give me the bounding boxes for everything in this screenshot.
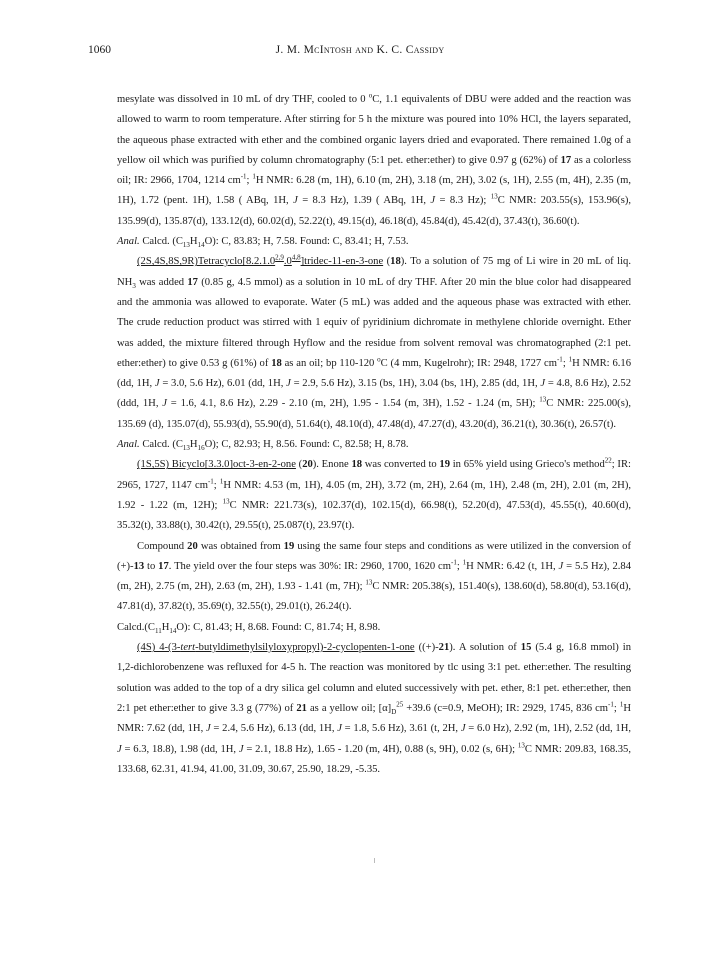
compound-number: 18 xyxy=(390,256,401,268)
compound-number: 13 xyxy=(133,560,145,572)
text-run: Anal. xyxy=(117,439,140,451)
text-run: was obtained from xyxy=(197,540,284,552)
text-run: 22 xyxy=(604,456,612,465)
text-run: = 1.8, 5.6 Hz), 3.61 (t, 2H, xyxy=(341,723,461,735)
text-run: Anal. xyxy=(117,236,140,248)
text-run: H xyxy=(189,236,198,248)
text-run: as a yellow oil; [α] xyxy=(306,702,392,714)
text-run: 1 xyxy=(462,558,467,567)
text-run: C NMR: 205.38(s), 151.40(s), 138.60(d), 58.80(d), 53.16(d), 47.81(d), 37.82(t), 35.69(t), 32.55(t), 29.01(t), 26.24(t). xyxy=(117,581,631,613)
compound-name: (4S) 4-(3- xyxy=(137,642,181,654)
text-run: as an oil; bp 110-120 xyxy=(281,357,378,369)
text-run: J xyxy=(238,743,244,755)
text-run: 1 xyxy=(619,700,624,709)
paragraph xyxy=(117,618,631,638)
text-run: 11 xyxy=(154,626,162,635)
text-run: J xyxy=(286,378,291,390)
text-run: ; xyxy=(562,357,569,369)
compound-number: 20 xyxy=(187,540,198,552)
text-run: = 6.3, 18.8), 1.98 (dd, 1H, xyxy=(121,743,239,755)
text-run: O): C, 83.83; H, 7.58. Found: C, 83.41; H, 7.53. xyxy=(204,236,409,248)
text-run: C NMR: 209.83, 168.35, 133.68, 62.31, 41.94, 41.00, 31.09, 30.67, 25.90, 18.29, -5.35. xyxy=(117,743,632,775)
text-run: = 6.0 Hz), 2.92 (m, 1H), 2.52 (dd, 1H, xyxy=(465,723,632,735)
text-run: mesylate was dissolved in 10 mL of dry THF, cooled to 0 xyxy=(117,94,369,105)
compound-number: 19 xyxy=(439,459,451,471)
text-run: O): C, 81.43; H, 8.68. Found: C, 81.74; H, 8.98. xyxy=(176,621,381,633)
text-run: ; xyxy=(613,702,620,714)
text-run: Calcd. (C xyxy=(139,439,183,451)
text-run: H NMR: 6.42 (t, 1H, xyxy=(466,560,559,572)
text-run: 16 xyxy=(197,444,205,453)
text-run: = 2.1, 18.8 Hz), 1.65 - 1.20 (m, 4H), 0.88 (s, 9H), 0.02 (s, 6H); xyxy=(243,743,518,755)
compound-number: 18 xyxy=(271,357,282,369)
paragraph xyxy=(117,232,631,252)
text-run: using the same four steps and conditions as were utilized in the conversion of (+)- xyxy=(117,540,631,572)
text-run: ). A solution of xyxy=(449,642,521,654)
text-run: H NMR: 6.28 (m, 1H), 6.10 (m, 2H), 3.18 (m, 2H), 3.02 (s, 1H), 2.55 (m, 4H), 2.35 (m, 1H), 1.72 (pent. 1H), 1.58 ( ABq, 1H, xyxy=(117,175,631,207)
text-run: Calcd.(C xyxy=(117,621,155,633)
text-run: J xyxy=(154,378,160,390)
text-run: o xyxy=(377,355,381,364)
text-run: 13 xyxy=(182,241,190,250)
text-run: H NMR: 4.53 (m, 1H), 4.05 (m, 2H), 3.72 (m, 2H), 2.64 (m, 1H), 2.48 (m, 2H), 2.01 (m, 2H), 1.92 - 1.22 (m, 12H); xyxy=(117,479,632,511)
text-run: J xyxy=(540,378,546,390)
text-run: . The yield over the four steps was 30%: IR: 2960, 1700, 1620 cm xyxy=(168,560,451,572)
text-run: in 65% yield using Grieco's method xyxy=(450,459,605,471)
text-run: J xyxy=(558,560,564,572)
text-run: ; xyxy=(213,479,220,491)
text-run: ; xyxy=(246,175,253,187)
text-run: C NMR: 203.55(s), 153.96(s), 135.99(d), 135.87(d), 133.12(d), 60.02(d), 52.22(t), 49.15(d), 46.18(d), 45.84(d), 45.42(d), 37.43(t), 36.60(t). xyxy=(117,195,631,227)
compound-number: 17 xyxy=(560,154,572,166)
text-run: ((+)- xyxy=(414,642,439,654)
text-run: J xyxy=(460,723,466,735)
text-run: 1 xyxy=(568,355,573,364)
compound-number: 18 xyxy=(351,459,363,471)
text-run: Compound xyxy=(137,540,188,552)
text-run: J xyxy=(162,398,167,410)
text-run: H xyxy=(161,621,170,633)
text-run: to xyxy=(144,560,159,572)
text-run: -1 xyxy=(450,558,457,567)
text-run: 13 xyxy=(182,444,190,453)
text-run: C (4 mm, Kugelrohr); IR: 2948, 1727 cm xyxy=(380,357,557,369)
text-run: = 2.4, 5.6 Hz), 6.13 (dd, 1H, xyxy=(210,723,338,735)
text-run: = 4.8, 8.6 Hz), 2.52 (ddd, 1H, xyxy=(117,378,631,410)
paragraph xyxy=(117,537,631,618)
text-run: C NMR: 221.73(s), 102.37(d), 102.15(d), 66.98(t), 52.20(d), 47.53(d), 45.55(t), 40.60(d), 35.32(t), 33.88(t), 30.42(t), 29.55(t), 25.087(t), 23.97(t). xyxy=(117,499,632,532)
text-run: 14 xyxy=(197,241,205,250)
text-run: 13 xyxy=(222,497,230,506)
text-run: ( xyxy=(295,459,303,471)
text-run: -1 xyxy=(207,477,214,486)
paragraph xyxy=(117,435,631,455)
text-run: was added xyxy=(135,276,188,288)
page-header xyxy=(0,44,720,60)
text-run: J xyxy=(205,723,211,735)
compound-name: (2S,4S,8S,9R)Tetracyclo[8.2.1.0 xyxy=(137,256,276,268)
compound-name: (1S,5S) Bicyclo[3.3.0]oct-3-en-2-one xyxy=(137,459,296,471)
text-run: 14 xyxy=(169,626,177,635)
paragraph xyxy=(117,90,631,232)
compound-number: 19 xyxy=(283,540,295,552)
compound-number: 17 xyxy=(158,560,169,572)
compound-name: .0 xyxy=(283,256,292,268)
text-run: -1 xyxy=(556,355,563,364)
text-run: Calcd. (C xyxy=(139,236,183,248)
compound-name: tert xyxy=(180,642,196,654)
text-run: 13 xyxy=(539,395,547,404)
text-run: J xyxy=(293,195,298,207)
text-run: 1 xyxy=(219,477,224,486)
paragraph xyxy=(117,638,631,780)
compound-number: 15 xyxy=(520,642,532,654)
text-run: ). To a solution of 75 mg of Li wire in 20 mL of liq. NH xyxy=(117,256,631,288)
text-run: H NMR: 6.16 (dd, 1H, xyxy=(117,357,631,390)
text-run: ( xyxy=(383,256,391,268)
text-run: as a colorless oil; IR: 2966, 1704, 1214 cm xyxy=(117,154,631,187)
compound-number: 17 xyxy=(187,276,198,288)
text-run: 25 xyxy=(396,700,404,709)
text-run: 13 xyxy=(517,740,525,749)
text-run: J xyxy=(337,723,342,735)
text-run: = 3.0, 5.6 Hz), 6.01 (dd, 1H, xyxy=(159,378,287,390)
text-run: J xyxy=(430,195,436,207)
compound-number: 20 xyxy=(302,459,313,471)
text-run: ; IR: 2965, 1727, 1147 cm xyxy=(117,459,631,491)
compound-name: 2,9 xyxy=(275,253,284,262)
text-run: -1 xyxy=(608,700,614,709)
text-run: = 8.3 Hz); xyxy=(435,195,491,207)
text-run: C, 1.1 equivalents of DBU were added and the reaction was allowed to warm to room temperature. After stirring for 5 h the mixture was poured into 10% HCl, the layers separated, the aqueous phase extracted with ether and the combined organic layers dried and evaporated. There remained 1.0g of a yellow oil which was purified by column chromatography (5:1 pet. ether:ether) to give 0.97 g (62%) of xyxy=(117,94,631,166)
compound-name: 4,8 xyxy=(291,253,301,262)
scan-speck xyxy=(374,858,375,863)
text-run: = 8.3 Hz), 1.39 ( ABq, 1H, xyxy=(297,195,431,207)
article-body xyxy=(117,90,631,780)
text-run: o xyxy=(368,91,373,100)
text-run: 1 xyxy=(252,172,256,181)
text-run: 13 xyxy=(365,578,373,587)
text-run: ; xyxy=(456,560,463,572)
compound-name: -butyldimethylsilyloxypropyl)-2-cyclopenten-1-one xyxy=(195,642,415,654)
text-run: = 2.9, 5.6 Hz), 3.15 (bs, 1H), 3.04 (bs, 1H), 2.85 (dd, 1H, xyxy=(290,378,541,390)
text-run: 3 xyxy=(132,281,136,290)
paragraph xyxy=(117,252,631,435)
text-run: -1 xyxy=(240,172,247,181)
compound-number: 21 xyxy=(296,702,307,714)
text-run: H NMR: 7.62 (dd, 1H, xyxy=(117,702,632,735)
running-head-authors: J. M. McIntosh and K. C. Cassidy xyxy=(275,44,445,56)
text-run: (0.85 g, 4.5 mmol) as a solution in 10 mL of dry THF. After 20 min the blue color had disappeared and the ammonia was allowed to evaporate. Water (5 mL) was added and the aqueous phase was extracted with ether. The crude reduction product was stirred with 1 equiv of pyridinium dichromate in methylene chloride overnight. Ether was added, the mixture filtered through Hyflow and the residue from solvent removal was chromatographed (2:1 pet. ether:ether) to give 0.53 g (61%) of xyxy=(117,276,631,369)
compound-number: 21 xyxy=(438,642,450,654)
text-run: D xyxy=(391,708,397,717)
page-number: 1060 xyxy=(88,44,111,56)
text-run: O); C, 82.93; H, 8.56. Found: C, 82.58; H, 8.78. xyxy=(204,439,409,451)
text-run: (5.4 g, 16.8 mmol) in 1,2-dichlorobenzene was refluxed for 4-5 h. The reaction was monitored by tlc using 3:1 pet. ether:ether. The resulting solution was added to the top of a dry silica gel column and eluted successively with pet. ether, 8:1 pet. ether:ether, then 2:1 pet ether:ether to give 3.3 g (77%) of xyxy=(117,642,632,714)
compound-name: ]tridec-11-en-3-one xyxy=(300,256,384,268)
text-run: = 1.6, 4.1, 8.6 Hz), 2.29 - 2.10 (m, 2H), 1.95 - 1.54 (m, 3H), 1.52 - 1.24 (m, 5H); xyxy=(167,398,540,410)
text-run: 13 xyxy=(490,192,498,201)
text-run: ). Enone xyxy=(312,459,352,471)
text-run: +39.6 (c=0.9, MeOH); IR: 2929, 1745, 836 cm xyxy=(403,702,609,714)
text-run: J xyxy=(117,743,122,755)
text-run: was converted to xyxy=(362,459,440,471)
paragraph xyxy=(117,455,631,536)
text-run: = 5.5 Hz), 2.84 (m, 2H), 2.75 (m, 2H), 2.63 (m, 2H), 1.93 - 1.41 (m, 7H); xyxy=(117,560,631,593)
text-run: C NMR: 225.00(s), 135.69 (d), 135.07(d), 55.93(d), 55.90(d), 51.64(t), 48.10(d), 47.48(d), 47.27(d), 43.20(d), 36.21(t), 30.36(t), 26.57(t). xyxy=(117,398,631,430)
text-run: H xyxy=(189,439,198,451)
